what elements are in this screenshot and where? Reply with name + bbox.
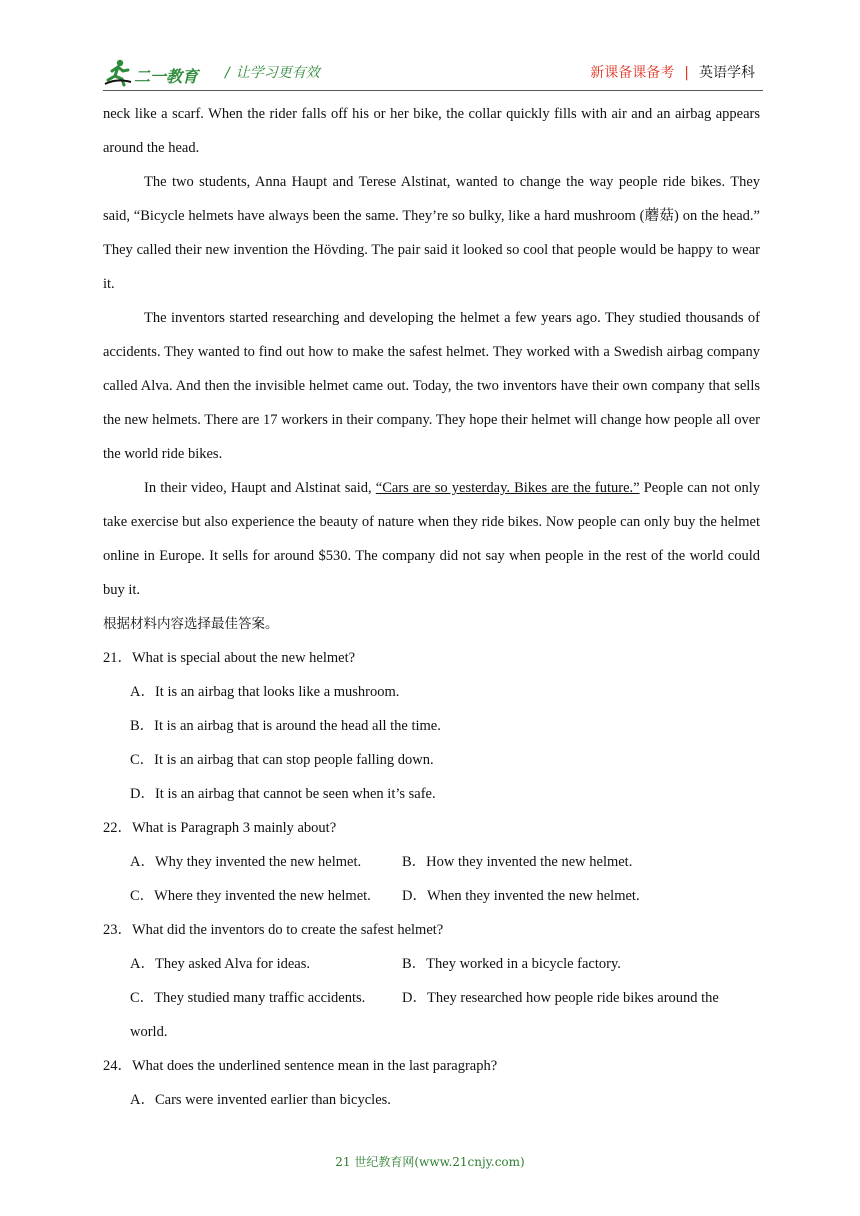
runner-icon [103, 58, 133, 88]
header-divider [103, 90, 763, 91]
question-23-option-b: B．They worked in a bicycle factory. [402, 956, 621, 972]
question-23-option-a: A．They asked Alva for ideas. [130, 956, 310, 972]
header-separator: | [684, 65, 689, 81]
passage-paragraph-0: neck like a scarf. When the rider falls off his or her bike, the collar quickly fills with air and an airbag appears around the head. [103, 106, 760, 156]
underlined-sentence: “Cars are so yesterday. Bikes are the future.” [375, 480, 640, 496]
question-24-option-a: A．Cars were invented earlier than bicycles. [130, 1092, 391, 1108]
question-22-option-d: D．When they invented the new helmet. [402, 888, 640, 904]
question-23-option-c: C．They studied many traffic accidents. [130, 990, 366, 1006]
question-23-option-d-continuation: world. [130, 1024, 168, 1040]
paragraph-3-lead: In their video, Haupt and Alstinat said, [144, 480, 376, 496]
logo-text: 二一教育 [134, 67, 199, 86]
question-22-option-a: A．Why they invented the new helmet. [130, 854, 362, 870]
question-23-row-1 [103, 947, 760, 981]
question-21-stem: 21．What is special about the new helmet? [103, 650, 356, 666]
question-22-row-1 [103, 845, 760, 879]
logo [103, 58, 213, 88]
slogan-text: 让学习更有效 [235, 65, 320, 81]
question-22-option-c: C．Where they invented the new helmet. [130, 888, 371, 904]
question-21-option-b: B．It is an airbag that is around the head all the time. [130, 718, 441, 734]
page-footer: 21 世纪教育网(www.21cnjy.com) [335, 1155, 525, 1169]
paragraph-3-rest: People can not only take exercise but also experience the beauty of nature when they ride bikes. Now people can only buy the helmet online in Europe. It sells for around $530. The company did not say when people in the rest of the world could buy it. [103, 480, 760, 598]
passage-paragraph-3 [103, 471, 760, 607]
slogan [225, 62, 320, 82]
slogan-divider: / [225, 65, 230, 81]
course-label: 新课备课备考 [590, 65, 675, 81]
question-23-stem: 23．What did the inventors do to create the safest helmet? [103, 922, 444, 938]
passage-paragraph-1: The two students, Anna Haupt and Terese Alstinat, wanted to change the way people ride bikes. They said, “Bicycle helmets have always been the same. They’re so bulky, like a hard mushroom (蘑菇) on the head.” They called their new invention the Hövding. The pair said it looked so cool that people would be happy to wear it. [103, 174, 760, 292]
document-body [103, 97, 760, 1117]
question-24-stem: 24．What does the underlined sentence mean in the last paragraph? [103, 1058, 498, 1074]
question-23-option-d: D．They researched how people ride bikes around the [402, 990, 719, 1006]
instruction: 根据材料内容选择最佳答案。 [103, 616, 279, 632]
subject-label: 英语学科 [699, 65, 755, 81]
question-21-option-c: C．It is an airbag that can stop people falling down. [130, 752, 434, 768]
question-21-option-a: A．It is an airbag that looks like a mushroom. [130, 684, 400, 700]
question-22-row-2 [103, 879, 760, 913]
question-21-option-d: D．It is an airbag that cannot be seen when it’s safe. [130, 786, 436, 802]
question-22-option-b: B．How they invented the new helmet. [402, 854, 633, 870]
passage-paragraph-2: The inventors started researching and developing the helmet a few years ago. They studied thousands of accidents. They wanted to find out how to make the safest helmet. They worked with a Swedish airbag company called Alva. And then the invisible helmet came out. Today, the two inventors have their own company that sells the new helmets. There are 17 workers in their company. They hope their helmet will change how people all over the world ride bikes. [103, 310, 760, 462]
question-23-row-2 [103, 981, 760, 1015]
header-right [590, 62, 755, 82]
question-22-stem: 22．What is Paragraph 3 mainly about? [103, 820, 337, 836]
page-header [103, 56, 757, 90]
